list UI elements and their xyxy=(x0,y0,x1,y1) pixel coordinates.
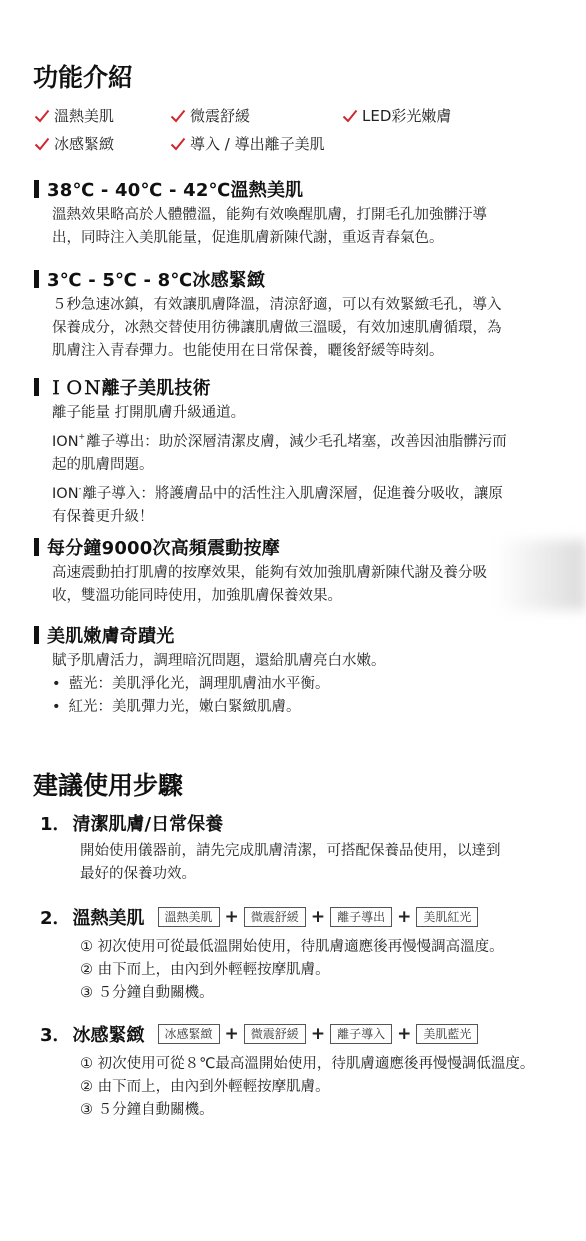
section-cool-firming xyxy=(34,268,557,363)
step-title: 清潔肌膚/日常保養 xyxy=(72,814,224,835)
section-body xyxy=(52,204,557,250)
body-line: 最好的保養功效。 xyxy=(80,866,196,882)
body-line: 高速震動拍打肌膚的按摩效果，能夠有效加強肌膚新陳代謝及養分吸 xyxy=(52,565,487,581)
feature-item: 冰感緊緻 xyxy=(34,134,114,154)
mode-chip: 離子導入 xyxy=(330,1024,392,1044)
plus-icon: + xyxy=(224,907,239,927)
section-title: 3℃ - 5℃ - 8℃冰感緊緻 xyxy=(47,270,266,291)
section-vibration-massage xyxy=(34,536,557,608)
mode-chip: 微震舒緩 xyxy=(244,1024,306,1044)
section-body xyxy=(52,294,557,363)
step-title: 冰感緊緻 xyxy=(72,1025,145,1046)
body-line: ① 初次使用可從８℃最高溫開始使用，待肌膚適應後再慢慢調低溫度。 xyxy=(80,1056,535,1072)
body-line: 有保養更升級！ xyxy=(52,509,154,525)
mode-chip: 冰感緊緻 xyxy=(158,1024,220,1044)
step-number: 1． xyxy=(40,814,71,835)
checkmark-icon xyxy=(34,109,50,123)
plus-icon: + xyxy=(397,907,412,927)
body-line: ③ ５分鐘自動關機。 xyxy=(80,985,214,1001)
step-2 xyxy=(40,904,552,1005)
mode-combination xyxy=(158,1024,479,1044)
steps-title: 建議使用步驟 xyxy=(33,771,184,800)
section-body xyxy=(52,562,557,608)
body-line: ② 由下而上，由內到外輕輕按摩肌膚。 xyxy=(80,1079,330,1095)
step-body xyxy=(80,840,552,886)
body-line: 起的肌膚問題。 xyxy=(52,457,154,473)
mode-combination xyxy=(158,907,479,927)
body-line: 肌膚注入青春彈力。也能使用在日常保養，曬後舒緩等時刻。 xyxy=(52,343,444,359)
section-body xyxy=(52,650,557,719)
section-ion-technology xyxy=(34,376,557,529)
checkmark-icon xyxy=(342,109,358,123)
body-line: ５秒急速冰鎮，有效讓肌膚降溫，清涼舒適，可以有效緊緻毛孔，導入 xyxy=(52,297,502,313)
body-line: ① 初次使用可從最低溫開始使用，待肌膚適應後再慢慢調高溫度。 xyxy=(80,939,504,955)
section-marker xyxy=(34,626,39,644)
section-warm-beauty xyxy=(34,178,557,250)
body-line: 收，雙溫功能同時使用，加強肌膚保養效果。 xyxy=(52,588,342,604)
step-3 xyxy=(40,1021,552,1122)
bullet-item: • 紅光：美肌彈力光，嫩白緊緻肌膚。 xyxy=(52,696,557,719)
section-body xyxy=(52,402,557,529)
body-line: 保養成分，冰熱交替使用彷彿讓肌膚做三溫暖，有效加速肌膚循環，為 xyxy=(52,320,502,336)
step-number: 3． xyxy=(40,1025,71,1046)
section-title: 美肌嫩膚奇蹟光 xyxy=(47,626,175,647)
section-marker xyxy=(34,538,39,556)
features-title: 功能介紹 xyxy=(33,63,134,92)
feature-item: 導入 / 導出離子美肌 xyxy=(170,134,325,154)
mode-chip: 溫熱美肌 xyxy=(158,907,220,927)
step-title: 溫熱美肌 xyxy=(72,908,145,929)
section-title: 38℃ - 40℃ - 42℃溫熱美肌 xyxy=(47,180,304,201)
step-number: 2． xyxy=(40,908,71,929)
body-line: 賦予肌膚活力，調理暗沉問題，還給肌膚亮白水嫩。 xyxy=(52,653,386,669)
bullet-item: • 藍光：美肌淨化光，調理肌膚油水平衡。 xyxy=(52,673,557,696)
mode-chip: 離子導出 xyxy=(330,907,392,927)
feature-item: 溫熱美肌 xyxy=(34,106,114,126)
mode-chip: 美肌藍光 xyxy=(416,1024,478,1044)
body-line: 出，同時注入美肌能量，促進肌膚新陳代謝，重返青春氣色。 xyxy=(52,230,444,246)
step-body xyxy=(80,936,552,1005)
body-line: 離子能量 打開肌膚升級通道。 xyxy=(52,405,246,421)
section-title: ＩＯＮ離子美肌技術 xyxy=(47,378,211,399)
ion-minus-line: ION-離子導入：將護膚品中的活性注入肌膚深層，促進養分吸收，讓原 xyxy=(52,484,503,502)
plus-icon: + xyxy=(397,1024,412,1044)
plus-icon: + xyxy=(224,1024,239,1044)
body-line: ② 由下而上，由內到外輕輕按摩肌膚。 xyxy=(80,962,330,978)
checkmark-icon xyxy=(170,137,186,151)
section-marker xyxy=(34,180,39,198)
checkmark-icon xyxy=(170,109,186,123)
section-marker xyxy=(34,378,39,396)
step-1 xyxy=(40,810,552,886)
section-light-therapy xyxy=(34,624,557,719)
plus-icon: + xyxy=(310,907,326,927)
feature-item: 微震舒緩 xyxy=(170,106,250,126)
feature-item: LED彩光嫩膚 xyxy=(342,106,451,126)
section-title: 每分鐘9000次高頻震動按摩 xyxy=(47,538,280,559)
section-marker xyxy=(34,270,39,288)
plus-icon: + xyxy=(310,1024,326,1044)
body-line: ③ ５分鐘自動關機。 xyxy=(80,1102,214,1118)
mode-chip: 美肌紅光 xyxy=(416,907,478,927)
step-body xyxy=(80,1053,552,1122)
ion-plus-line: ION+離子導出：助於深層清潔皮膚，減少毛孔堵塞，改善因油脂髒污而 xyxy=(52,432,507,450)
body-line: 溫熱效果略高於人體體溫，能夠有效喚醒肌膚，打開毛孔加強髒汙導 xyxy=(52,207,487,223)
checkmark-icon xyxy=(34,137,50,151)
mode-chip: 微震舒緩 xyxy=(244,907,306,927)
body-line: 開始使用儀器前，請先完成肌膚清潔，可搭配保養品使用，以達到 xyxy=(80,843,501,859)
